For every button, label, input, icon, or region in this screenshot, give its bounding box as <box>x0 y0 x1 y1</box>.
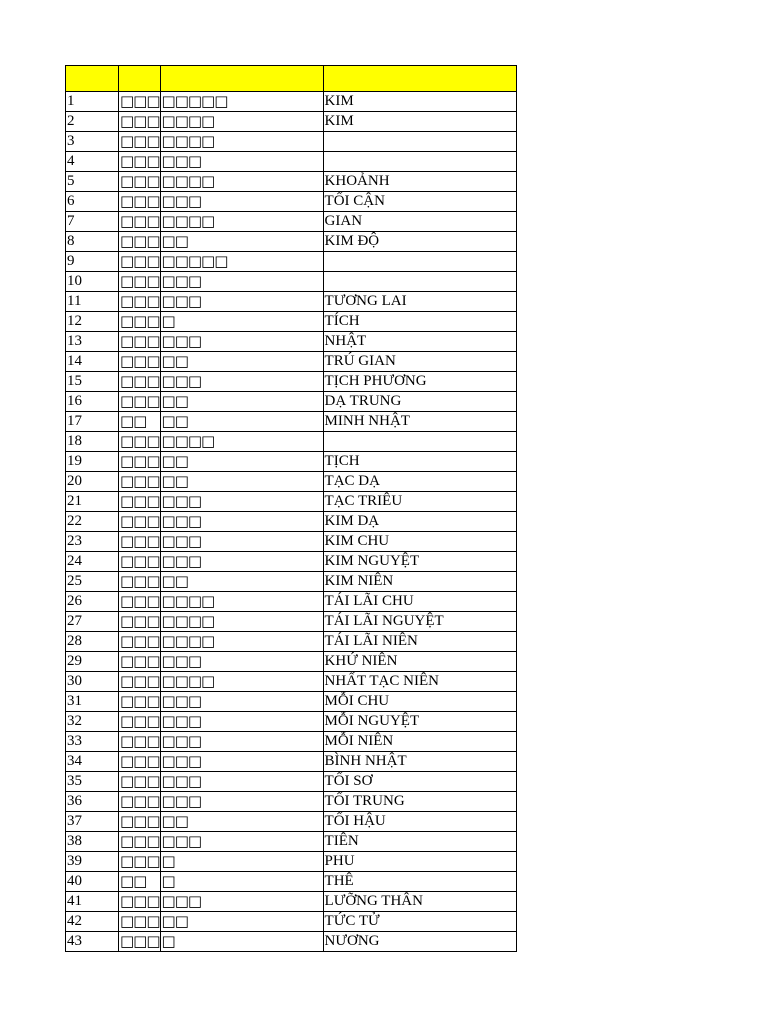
table-row <box>66 192 517 212</box>
vietnamese-cell[interactable]: KIM ĐỘ <box>323 232 516 252</box>
glyph-cell[interactable]: □□□ <box>120 252 160 270</box>
table-row <box>66 832 517 852</box>
glyph-cell[interactable]: □□□ <box>160 512 323 532</box>
glyph-cell[interactable]: □□ <box>160 472 323 492</box>
glyph-cell[interactable]: □□□ <box>120 212 160 230</box>
row-number-cell[interactable]: 43 <box>66 932 119 952</box>
table-row <box>66 612 517 632</box>
glyph-cell[interactable]: □□□ <box>120 712 160 730</box>
glyph-cell[interactable]: □□□ <box>160 272 323 292</box>
table-row <box>66 92 517 112</box>
vietnamese-cell[interactable]: KHOẢNH <box>323 172 516 192</box>
vietnamese-cell[interactable]: NƯƠNG <box>323 932 516 952</box>
row-number-cell[interactable]: 24 <box>66 552 119 572</box>
vietnamese-cell[interactable]: TẠC DẠ <box>323 472 516 492</box>
row-number-cell[interactable]: 39 <box>66 852 119 872</box>
glyph-cell[interactable]: □□□ <box>120 592 160 610</box>
table-row <box>66 652 517 672</box>
glyph-cell[interactable]: □□ <box>160 392 323 412</box>
glyph-cell[interactable]: □□□ <box>160 652 323 672</box>
row-number-cell[interactable]: 8 <box>66 232 119 252</box>
glyph-cell[interactable]: □□□ <box>160 552 323 572</box>
vietnamese-cell[interactable]: TỊCH PHƯƠNG <box>323 372 516 392</box>
vietnamese-cell[interactable]: MỖI CHU <box>323 692 516 712</box>
glyph-cell[interactable]: □□□□ <box>160 632 323 652</box>
glyph-cell[interactable]: □□□□ <box>160 612 323 632</box>
glyph-cell[interactable]: □□□ <box>160 372 323 392</box>
table-row <box>66 472 517 492</box>
glyph-cell[interactable]: □□□ <box>120 672 160 690</box>
glyph-cell[interactable]: □□□ <box>160 332 323 352</box>
table-row <box>66 592 517 612</box>
vietnamese-cell[interactable]: KIM <box>323 112 516 132</box>
row-number-cell[interactable]: 10 <box>66 272 119 292</box>
glyph-cell[interactable]: □□ <box>119 872 161 892</box>
glyph-cell[interactable]: □□□ <box>120 652 160 670</box>
table-row <box>66 912 517 932</box>
vietnamese-cell[interactable] <box>323 432 516 452</box>
vietnamese-cell[interactable]: TÁI LÃI NIÊN <box>323 632 516 652</box>
glyph-cell[interactable]: □□□ <box>120 272 160 290</box>
glyph-cell[interactable]: □□□ <box>120 232 160 250</box>
row-number-cell[interactable]: 13 <box>66 332 119 352</box>
vietnamese-cell[interactable]: TẠC TRIÊU <box>323 492 516 512</box>
glyph-cell[interactable]: □□□□□ <box>160 252 323 272</box>
vietnamese-cell[interactable]: NHẬT <box>323 332 516 352</box>
row-number-cell[interactable]: 12 <box>66 312 119 332</box>
table-row <box>66 212 517 232</box>
glyph-cell[interactable]: □□□□ <box>160 112 323 132</box>
row-number-cell[interactable]: 28 <box>66 632 119 652</box>
row-number-cell[interactable]: 37 <box>66 812 119 832</box>
table-row <box>66 392 517 412</box>
row-number-cell[interactable]: 25 <box>66 572 119 592</box>
glyph-cell[interactable]: □□□ <box>120 772 160 790</box>
glyph-cell[interactable]: □□ <box>160 572 323 592</box>
glyph-cell[interactable]: □□□ <box>120 132 160 150</box>
glyph-cell[interactable]: □□□ <box>160 792 323 812</box>
vietnamese-cell[interactable]: TỊCH <box>323 452 516 472</box>
spreadsheet-table <box>65 65 517 952</box>
row-number-cell[interactable]: 9 <box>66 252 119 272</box>
glyph-cell[interactable]: □□□□ <box>160 212 323 232</box>
glyph-cell[interactable]: □□□ <box>160 292 323 312</box>
glyph-cell[interactable]: □□□ <box>120 732 160 750</box>
table-row <box>66 552 517 572</box>
vietnamese-cell[interactable] <box>323 152 516 172</box>
vietnamese-cell[interactable]: TƯƠNG LAI <box>323 292 516 312</box>
row-number-cell[interactable]: 23 <box>66 532 119 552</box>
glyph-cell[interactable]: □□□□ <box>160 132 323 152</box>
table-row <box>66 892 517 912</box>
row-number-cell[interactable]: 26 <box>66 592 119 612</box>
table-row <box>66 712 517 732</box>
glyph-cell[interactable]: □□□ <box>120 692 160 710</box>
glyph-cell[interactable]: □□□ <box>120 352 160 370</box>
glyph-cell[interactable]: □□□ <box>120 812 160 830</box>
glyph-cell[interactable]: □□□ <box>160 532 323 552</box>
table-row <box>66 432 517 452</box>
row-number-cell[interactable]: 21 <box>66 492 119 512</box>
glyph-cell[interactable]: □□□ <box>120 112 160 130</box>
vietnamese-cell[interactable]: MỖI NGUYỆT <box>323 712 516 732</box>
glyph-cell[interactable]: □□□ <box>120 372 160 390</box>
vietnamese-cell[interactable]: KIM <box>323 92 516 112</box>
table-row <box>66 672 517 692</box>
table-row <box>66 492 517 512</box>
vietnamese-cell[interactable]: DẠ TRUNG <box>323 392 516 412</box>
row-number-cell[interactable]: 42 <box>66 912 119 932</box>
table-row <box>66 572 517 592</box>
table-row <box>66 132 517 152</box>
glyph-cell[interactable]: □□ <box>160 412 323 432</box>
glyph-cell[interactable]: □□□ <box>120 612 160 630</box>
glyph-cell[interactable]: □□□ <box>120 912 160 930</box>
glyph-cell[interactable]: □□□□ <box>160 672 323 692</box>
row-number-cell[interactable]: 30 <box>66 672 119 692</box>
row-number-cell[interactable]: 2 <box>66 112 119 132</box>
vietnamese-cell[interactable]: TỐI TRUNG <box>323 792 516 812</box>
row-number-cell[interactable]: 31 <box>66 692 119 712</box>
glyph-cell[interactable]: □□□ <box>120 432 160 450</box>
glyph-cell[interactable]: □□ <box>160 352 323 372</box>
glyph-cell[interactable]: □□□ <box>120 332 160 350</box>
glyph-cell[interactable]: □□□ <box>120 852 160 870</box>
vietnamese-cell[interactable]: MINH NHẬT <box>323 412 516 432</box>
glyph-cell[interactable]: □□ <box>119 412 161 432</box>
table-row <box>66 292 517 312</box>
row-number-cell[interactable]: 1 <box>66 92 119 112</box>
vietnamese-cell[interactable]: TRÚ GIAN <box>323 352 516 372</box>
glyph-cell[interactable]: □□□ <box>160 772 323 792</box>
glyph-cell[interactable]: □□ <box>160 912 323 932</box>
glyph-cell[interactable]: □□□ <box>120 932 160 950</box>
row-number-cell[interactable]: 29 <box>66 652 119 672</box>
glyph-cell[interactable]: □□□ <box>120 312 160 330</box>
header-row <box>66 66 517 92</box>
vietnamese-cell[interactable]: TỐI SƠ <box>323 772 516 792</box>
vietnamese-cell[interactable]: TỐI HẬU <box>323 812 516 832</box>
table-row <box>66 332 517 352</box>
glyph-cell[interactable]: □□□□ <box>160 172 323 192</box>
row-number-cell[interactable]: 15 <box>66 372 119 392</box>
row-number-cell[interactable]: 41 <box>66 892 119 912</box>
table-row <box>66 232 517 252</box>
glyph-cell[interactable]: □□□ <box>120 572 160 590</box>
row-number-cell[interactable]: 18 <box>66 432 119 452</box>
row-number-cell[interactable]: 40 <box>66 872 119 892</box>
table-row <box>66 152 517 172</box>
glyph-cell[interactable]: □□□ <box>120 552 160 570</box>
header-cell[interactable] <box>119 66 161 92</box>
header-cell[interactable] <box>160 66 323 92</box>
table-row <box>66 412 517 432</box>
vietnamese-cell[interactable]: KIM NIÊN <box>323 572 516 592</box>
glyph-cell[interactable]: □□□ <box>120 292 160 310</box>
table-row <box>66 112 517 132</box>
header-cell[interactable] <box>323 66 516 92</box>
table-row <box>66 172 517 192</box>
row-number-cell[interactable]: 36 <box>66 792 119 812</box>
row-number-cell[interactable]: 7 <box>66 212 119 232</box>
table-row <box>66 732 517 752</box>
table-row <box>66 272 517 292</box>
table-row <box>66 752 517 772</box>
table-row <box>66 692 517 712</box>
glyph-cell[interactable]: □□□ <box>120 892 160 910</box>
table-row <box>66 772 517 792</box>
row-number-cell[interactable]: 22 <box>66 512 119 532</box>
table-row <box>66 252 517 272</box>
row-number-cell[interactable]: 6 <box>66 192 119 212</box>
vietnamese-cell[interactable]: PHU <box>323 852 516 872</box>
row-number-cell[interactable]: 27 <box>66 612 119 632</box>
glyph-cell[interactable]: □□□ <box>120 172 160 190</box>
table-row <box>66 352 517 372</box>
glyph-cell[interactable]: □□□ <box>160 152 323 172</box>
table-row <box>66 532 517 552</box>
vietnamese-cell[interactable]: THÊ <box>323 872 516 892</box>
table-row <box>66 452 517 472</box>
row-number-cell[interactable]: 5 <box>66 172 119 192</box>
table-row <box>66 852 517 872</box>
table-row <box>66 792 517 812</box>
table-row <box>66 932 517 952</box>
glyph-cell[interactable]: □□□ <box>120 492 160 510</box>
glyph-cell[interactable]: □ <box>160 852 323 872</box>
glyph-cell[interactable]: □□□ <box>120 632 160 650</box>
row-number-cell[interactable]: 35 <box>66 772 119 792</box>
vietnamese-cell[interactable]: LƯỠNG THÂN <box>323 892 516 912</box>
glyph-cell[interactable]: □□□ <box>120 152 160 170</box>
vietnamese-cell[interactable]: KIM CHU <box>323 532 516 552</box>
row-number-cell[interactable]: 34 <box>66 752 119 772</box>
vietnamese-cell[interactable]: TÍCH <box>323 312 516 332</box>
table-row <box>66 372 517 392</box>
header-cell[interactable] <box>66 66 119 92</box>
table-row <box>66 812 517 832</box>
glyph-cell[interactable]: □□□ <box>160 692 323 712</box>
vietnamese-cell[interactable]: MỖI NIÊN <box>323 732 516 752</box>
glyph-cell[interactable]: □□□ <box>160 752 323 772</box>
row-number-cell[interactable]: 4 <box>66 152 119 172</box>
glyph-cell[interactable]: □□□□ <box>160 592 323 612</box>
glyph-cell[interactable]: □□ <box>160 812 323 832</box>
glyph-cell[interactable]: □□ <box>160 452 323 472</box>
glyph-cell[interactable]: □□□ <box>120 192 160 210</box>
vietnamese-cell[interactable]: KIM NGUYỆT <box>323 552 516 572</box>
glyph-cell[interactable]: □□□ <box>120 532 160 550</box>
glyph-cell[interactable]: □ <box>160 312 323 332</box>
glyph-cell[interactable]: □ <box>160 872 323 892</box>
glyph-cell[interactable]: □□□□ <box>160 432 323 452</box>
vietnamese-cell[interactable]: NHẤT TẠC NIÊN <box>323 672 516 692</box>
vietnamese-cell[interactable]: KHỨ NIÊN <box>323 652 516 672</box>
glyph-cell[interactable]: □□□ <box>120 92 160 110</box>
glyph-cell[interactable]: □□□ <box>120 392 160 410</box>
glyph-cell[interactable]: □□□ <box>160 832 323 852</box>
vietnamese-cell[interactable]: TỐI CẬN <box>323 192 516 212</box>
glyph-cell[interactable]: □□□ <box>120 452 160 470</box>
glyph-cell[interactable]: □□□ <box>120 512 160 530</box>
vietnamese-cell[interactable]: TỨC TỬ <box>323 912 516 932</box>
row-number-cell[interactable]: 20 <box>66 472 119 492</box>
row-number-cell[interactable]: 38 <box>66 832 119 852</box>
row-number-cell[interactable]: 16 <box>66 392 119 412</box>
vietnamese-cell[interactable] <box>323 132 516 152</box>
row-number-cell[interactable]: 33 <box>66 732 119 752</box>
table-row <box>66 872 517 892</box>
glyph-cell[interactable]: □□□ <box>160 492 323 512</box>
glyph-cell[interactable]: □□□□□ <box>160 92 323 112</box>
glyph-cell[interactable]: □□□ <box>160 192 323 212</box>
glyph-cell[interactable]: □□□ <box>120 752 160 770</box>
vietnamese-cell[interactable]: TÁI LÃI CHU <box>323 592 516 612</box>
glyph-cell[interactable]: □□□ <box>120 472 160 490</box>
vietnamese-cell[interactable] <box>323 252 516 272</box>
vietnamese-cell[interactable]: BÌNH NHẬT <box>323 752 516 772</box>
table-row <box>66 312 517 332</box>
row-number-cell[interactable]: 17 <box>66 412 119 432</box>
glyph-cell[interactable]: □□□ <box>120 832 160 850</box>
glyph-cell[interactable]: □ <box>160 932 323 952</box>
vietnamese-cell[interactable]: TÁI LÃI NGUYỆT <box>323 612 516 632</box>
glyph-cell[interactable]: □□□ <box>160 892 323 912</box>
vietnamese-cell[interactable]: TIÊN <box>323 832 516 852</box>
glyph-cell[interactable]: □□ <box>160 232 323 252</box>
row-number-cell[interactable]: 11 <box>66 292 119 312</box>
row-number-cell[interactable]: 19 <box>66 452 119 472</box>
glyph-cell[interactable]: □□□ <box>120 792 160 810</box>
vietnamese-cell[interactable]: GIAN <box>323 212 516 232</box>
row-number-cell[interactable]: 32 <box>66 712 119 732</box>
vietnamese-cell[interactable]: KIM DẠ <box>323 512 516 532</box>
glyph-cell[interactable]: □□□ <box>160 712 323 732</box>
vietnamese-cell[interactable] <box>323 272 516 292</box>
row-number-cell[interactable]: 14 <box>66 352 119 372</box>
table-row <box>66 632 517 652</box>
glyph-cell[interactable]: □□□ <box>160 732 323 752</box>
row-number-cell[interactable]: 3 <box>66 132 119 152</box>
table-row <box>66 512 517 532</box>
